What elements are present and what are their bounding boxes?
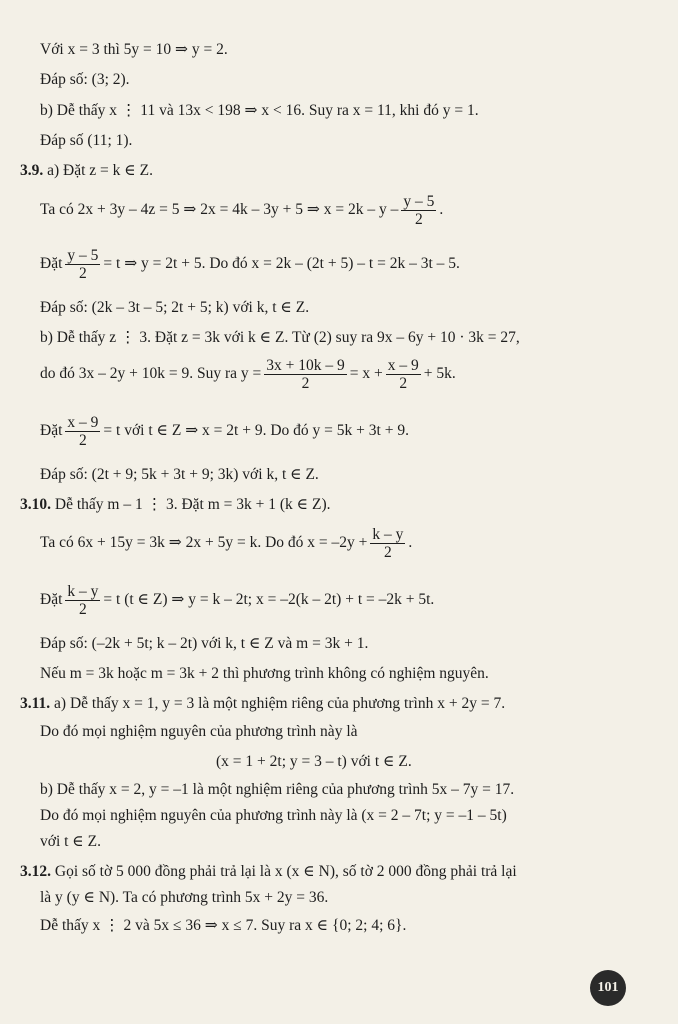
exercise-3-9 [20,161,153,181]
text-line: b) Dễ thấy x ⋮ 11 và 13x < 198 ⇒ x < 16. Suy ra x = 11, khi đó y = 1. [40,102,479,119]
text-segment: = t (t ∈ Z) ⇒ y = k – 2t; x = –2(k – 2t) + t = –2k + 5t. [103,591,435,608]
numerator: 3x + 10k – 9 [266,356,345,374]
equation-line [40,354,456,394]
text-line: (x = 1 + 2t; y = 3 – t) với t ∈ Z. [216,753,412,770]
text-segment: do đó 3x – 2y + 10k = 9. Suy ra y = [40,365,262,382]
text-line: là y (y ∈ N). Ta có phương trình 5x + 2y = 36. [40,889,329,906]
fraction [401,193,436,228]
equation-line [40,580,434,620]
text-segment: Ta có 6x + 15y = 3k ⇒ 2x + 5y = k. Do đó x = –2y + [40,534,368,551]
equation-line [40,523,412,563]
text-segment: = x + [349,365,383,382]
fraction [65,583,100,618]
text-segment: . [408,534,413,551]
numerator: x – 9 [67,413,99,431]
answer-line: Đáp số: (2t + 9; 5k + 3t + 9; 3k) với k, t ∈ Z. [40,466,319,483]
fraction [386,357,421,392]
exercise-number: 3.12. [20,863,51,880]
text-line: Nếu m = 3k hoặc m = 3k + 2 thì phương trình không có nghiệm nguyên. [40,665,489,682]
fraction [65,247,100,282]
text-segment: = t ⇒ y = 2t + 5. Do đó x = 2k – (2t + 5) – t = 2k – 3t – 5. [103,255,460,272]
denominator: 2 [301,374,310,392]
denominator: 2 [79,264,87,282]
text-segment: Đặt [40,422,63,439]
text-line: b) Dễ thấy z ⋮ 3. Đặt z = 3k với k ∈ Z. Từ (2) suy ra 9x – 6y + 10 · 3k = 27, [40,329,520,346]
denominator: 2 [384,543,392,561]
denominator: 2 [414,210,423,228]
answer-line: Đáp số: (–2k + 5t; k – 2t) với k, t ∈ Z và m = 3k + 1. [40,635,369,652]
denominator: 2 [399,374,408,392]
text-segment: Đặt [40,255,63,272]
page-number-badge: 101 [590,970,626,1006]
text-line: b) Dễ thấy x = 2, y = –1 là một nghiệm riêng của phương trình 5x – 7y = 17. [40,781,515,798]
text-segment: = t với t ∈ Z ⇒ x = 2t + 9. Do đó y = 5k + 3t + 9. [103,422,409,439]
text-line: Do đó mọi nghiệm nguyên của phương trình này là (x = 2 – 7t; y = –1 – 5t) [40,807,507,824]
denominator: 2 [79,431,87,449]
fraction [65,414,100,449]
text-segment: + 5k. [423,365,456,382]
answer-line: Đáp số (11; 1). [40,132,133,149]
equation-line [40,411,409,451]
denominator: 2 [79,600,87,618]
fraction [264,357,347,392]
numerator: y – 5 [67,246,99,264]
exercise-3-10 [20,495,331,515]
equation-line [40,244,460,284]
exercise-3-11 [20,694,505,714]
exercise-number: 3.11. [20,695,51,712]
text-segment: Ta có 2x + 3y – 4z = 5 ⇒ 2x = 4k – 3y + 5 ⇒ x = 2k – y – [40,201,399,218]
numerator: y – 5 [403,192,435,210]
text-line: a) Dễ thấy x = 1, y = 3 là một nghiệm riêng của phương trình x + 2y = 7. [54,695,506,712]
text-line: Gọi số tờ 5 000 đồng phải trả lại là x (x ∈ N), số tờ 2 000 đồng phải trả lại [54,863,517,880]
text-line: a) Đặt z = k ∈ Z. [47,162,153,179]
exercise-number: 3.10. [20,496,51,513]
text-line: với t ∈ Z. [40,833,102,850]
fraction [370,526,405,561]
answer-line: Đáp số: (3; 2). [40,71,130,88]
text-line: Với x = 3 thì 5y = 10 ⇒ y = 2. [40,41,228,58]
text-line: Dễ thấy m – 1 ⋮ 3. Đặt m = 3k + 1 (k ∈ Z). [54,496,331,513]
text-line: Dễ thấy x ⋮ 2 và 5x ≤ 36 ⇒ x ≤ 7. Suy ra x ∈ {0; 2; 4; 6}. [40,917,407,934]
equation-line [40,190,443,230]
text-segment: . [439,201,444,218]
answer-line: Đáp số: (2k – 3t – 5; 2t + 5; k) với k, t ∈ Z. [40,299,310,316]
numerator: x – 9 [387,356,419,374]
numerator: k – y [372,525,404,543]
exercise-number: 3.9. [20,162,44,179]
exercise-3-12 [20,862,517,882]
text-line: Do đó mọi nghiệm nguyên của phương trình này là [40,723,358,740]
text-segment: Đặt [40,591,63,608]
numerator: k – y [67,582,99,600]
